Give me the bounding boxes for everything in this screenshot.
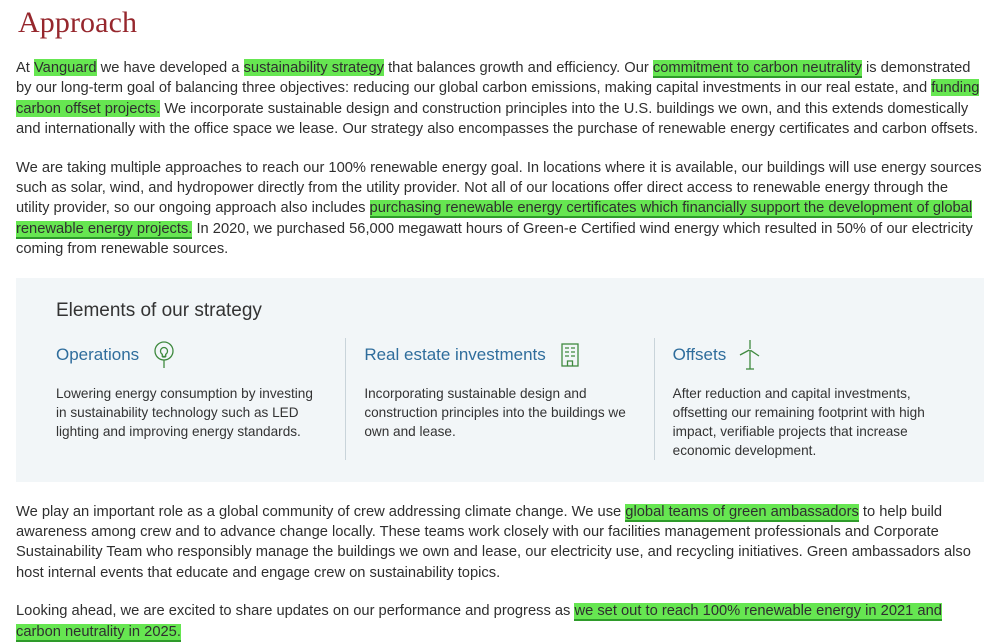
strategy-column-real-estate-title: Real estate investments xyxy=(364,344,546,364)
wind-turbine-icon xyxy=(736,338,764,372)
strategy-column-real-estate xyxy=(345,338,653,460)
highlighted-text: purchasing renewable energy certificates which financially support the development of global renewable energy projects. xyxy=(16,200,973,237)
paragraph-outlook: Looking ahead, we are excited to share updates on our performance and progress as we set out to reach 100% renewable energy in 2021 and carbon neutrality in 2025. xyxy=(16,603,942,640)
strategy-panel-title: Elements of our strategy xyxy=(56,299,262,321)
paragraph-ambassadors: We play an important role as a global community of crew addressing climate change. We use global teams of green ambassadors to help build awareness among crew and to advance change locally. These teams work closely with our facilities management professionals and Corporate Sustainability Team who responsibly manage the buildings we own and lease, our electricity use, and recycling initiatives. Green ambassadors also host internal events that educate and engage crew on sustainability topics. xyxy=(16,503,971,581)
strategy-column-operations xyxy=(38,338,345,460)
strategy-column-real-estate-text: Incorporating sustainable design and construction principles into the buildings we own and lease. xyxy=(364,385,626,439)
strategy-column-offsets-header xyxy=(673,338,936,372)
lightbulb-icon xyxy=(149,338,179,372)
highlighted-text: Vanguard xyxy=(33,60,97,76)
highlighted-text: we set out to reach 100% renewable energy in 2021 and carbon neutrality in 2025. xyxy=(16,603,942,640)
highlighted-text: global teams of green ambassadors xyxy=(625,503,859,520)
strategy-column-offsets-text: After reduction and capital investments, offsetting our remaining footprint with high impact, verifiable projects that increase economic development. xyxy=(672,385,925,458)
paragraph-intro: At Vanguard we have developed a sustainability strategy that balances growth and efficiency. Our commitment to carbon neutrality is demonstrated by our long-term goal of balancing three objectives: reducing our global carbon emissions, making capital investments in our real estate, and funding carbon offset projects. We incorporate sustainable design and construction principles into the U.S. buildings we own, and this extends domestically and internationally with the office space we lease. Our strategy also encompasses the purchase of renewable energy certificates and carbon offsets. xyxy=(16,60,980,138)
highlighted-text: sustainability strategy xyxy=(243,60,384,76)
strategy-columns xyxy=(38,338,962,460)
document-page xyxy=(0,6,1000,640)
highlighted-text: funding carbon offset projects. xyxy=(16,80,980,117)
strategy-column-operations-title: Operations xyxy=(56,344,140,364)
page-title: Approach xyxy=(18,6,138,39)
strategy-column-offsets xyxy=(654,338,962,460)
highlighted-text: commitment to carbon neutrality xyxy=(652,60,862,76)
strategy-column-real-estate-header xyxy=(364,338,627,372)
building-icon xyxy=(556,339,584,371)
strategy-column-operations-text: Lowering energy consumption by investing in sustainability technology such as LED lighting and improving energy standards. xyxy=(56,385,313,439)
strategy-column-operations-header xyxy=(56,338,319,372)
paragraph-renewable: We are taking multiple approaches to reach our 100% renewable energy goal. In locations where it is available, our buildings will use energy sources such as solar, wind, and hydropower directly from the utility provider. Not all of our locations offer direct access to renewable energy through the utility provider, so our ongoing approach also includes purchasing renewable energy certificates which financially support the development of global renewable energy projects. In 2020, we purchased 56,000 megawatt hours of Green-e Certified wind energy which resulted in 50% of our electricity coming from renewable sources. xyxy=(16,159,982,258)
strategy-panel xyxy=(16,278,984,482)
strategy-column-offsets-title: Offsets xyxy=(672,344,727,364)
